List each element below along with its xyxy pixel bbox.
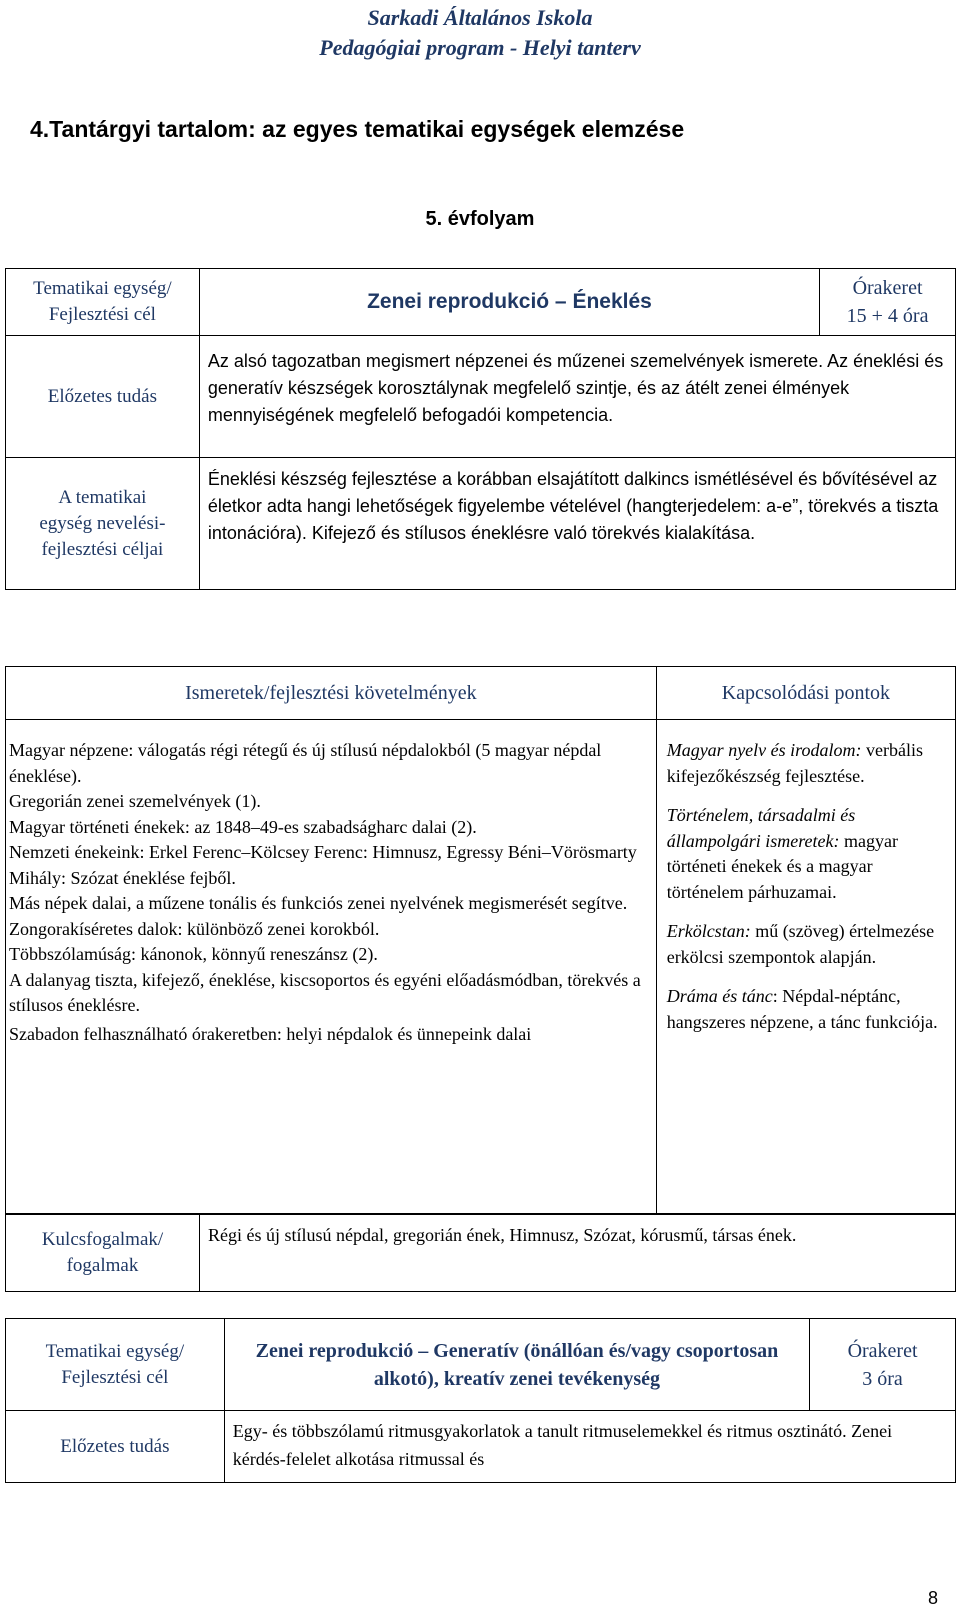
- knowledge-item: Magyar történeti énekek: az 1848–49-es szabadságharc dalai (2).: [9, 816, 477, 837]
- grade-heading: 5. évfolyam: [425, 208, 535, 230]
- unit2-prior-label: Előzetes tudás: [6, 1411, 225, 1483]
- connections-list: [656, 720, 955, 1215]
- program-name: Pedagógiai program - Helyi tanterv: [319, 35, 641, 60]
- knowledge-item: Zongorakíséretes dalok: különböző zenei korokból.: [9, 918, 380, 939]
- unit1-table: [5, 268, 956, 590]
- knowledge-item: Többszólamúság: kánonok, könnyű reneszánsz (2).: [9, 944, 378, 964]
- keywords-table: [5, 1213, 956, 1292]
- unit1-prior-label: Előzetes tudás: [6, 336, 200, 458]
- connection-item: Erkölcstan: mű (szöveg) értelmezése erkölcsi szempontok alapján.: [666, 921, 935, 967]
- connection-item: Magyar nyelv és irodalom: verbális kifejezőkészség fejlesztése.: [666, 740, 923, 786]
- unit1-goals-label: A tematikai egység nevelési- fejlesztési céljai: [6, 458, 200, 590]
- unit2-subject: Zenei reprodukció – Generatív (önállóan és/vagy csoportosan alkotó), kreatív zenei tevékenység: [224, 1319, 809, 1411]
- knowledge-item: Szabadon felhasználható órakeretben: helyi népdalok és ünnepeink dalai: [9, 1023, 532, 1044]
- knowledge-column-header: Ismeretek/fejlesztési követelmények: [6, 667, 657, 720]
- knowledge-item: Gregorián zenei szemelvények (1).: [9, 791, 261, 811]
- unit1-details-table: [5, 666, 956, 1215]
- keywords-label: Kulcsfogalmak/ fogalmak: [6, 1214, 200, 1292]
- unit2-hours: Órakeret 3 óra: [810, 1319, 956, 1411]
- unit2-table: [5, 1318, 956, 1483]
- unit1-subject: Zenei reprodukció – Éneklés: [199, 269, 819, 336]
- connection-item: Dráma és tánc: Népdal-néptánc, hangszeres népzene, a tánc funkciója.: [666, 986, 938, 1032]
- connections-column-header: Kapcsolódási pontok: [656, 667, 955, 720]
- unit2-prior-text: Egy- és többszólamú ritmusgyakorlatok a tanult ritmuselemekkel és ritmus osztinátó. Zenei kérdés-felelet alkotása ritmussal és: [224, 1411, 955, 1483]
- school-name: Sarkadi Általános Iskola: [367, 5, 593, 30]
- unit1-goals-text: Éneklési készség fejlesztése a korábban elsajátított dalkincs ismétlésével és bővítésével az életkor adta hangi lehetőségek figyelembe vételével (hangterjedelem: a-e”, törekvés a tiszta intonációra). Kifejező és stílusos éneklésre való törekvés kialakítása.: [199, 458, 955, 590]
- page-number: 8: [927, 1588, 938, 1608]
- unit2-topic-label: Tematikai egység/ Fejlesztési cél: [6, 1319, 225, 1411]
- section-title: 4.Tantárgyi tartalom: az egyes tematikai egységek elemzése: [30, 116, 685, 142]
- knowledge-item: Nemzeti énekeink: Erkel Ferenc–Kölcsey Ferenc: Himnusz, Egressy Béni–Vörösmarty Mihály: Szózat éneklése fejből.: [9, 842, 637, 888]
- knowledge-list: [6, 720, 657, 1215]
- knowledge-item: Más népek dalai, a műzene tonális és funkciós zenei nyelvének megismerését segítve.: [9, 893, 628, 913]
- unit1-hours: Órakeret 15 + 4 óra: [820, 269, 956, 336]
- connection-item: Történelem, társadalmi és állampolgári ismeretek: magyar történeti énekek és a magyar történelem párhuzamai.: [666, 805, 898, 902]
- unit1-topic-label: Tematikai egység/ Fejlesztési cél: [6, 269, 200, 336]
- knowledge-item: A dalanyag tiszta, kifejező, éneklése, kiscsoportos és egyéni előadásmódban, törekvés a stílusos éneklésre.: [9, 969, 641, 1015]
- knowledge-item: Magyar népzene: válogatás régi rétegű és új stílusú népdalokból (5 magyar népdal éneklése).: [9, 740, 602, 786]
- keywords-text: Régi és új stílusú népdal, gregorián ének, Himnusz, Szózat, kórusmű, társas ének.: [200, 1214, 956, 1292]
- unit1-prior-text: Az alsó tagozatban megismert népzenei és műzenei szemelvények ismerete. Az éneklési és generatív készségek korosztálynak megfelelő szintje, és az átélt zenei élmények mennyiségének megfelelő befogadói kompetencia.: [199, 336, 955, 458]
